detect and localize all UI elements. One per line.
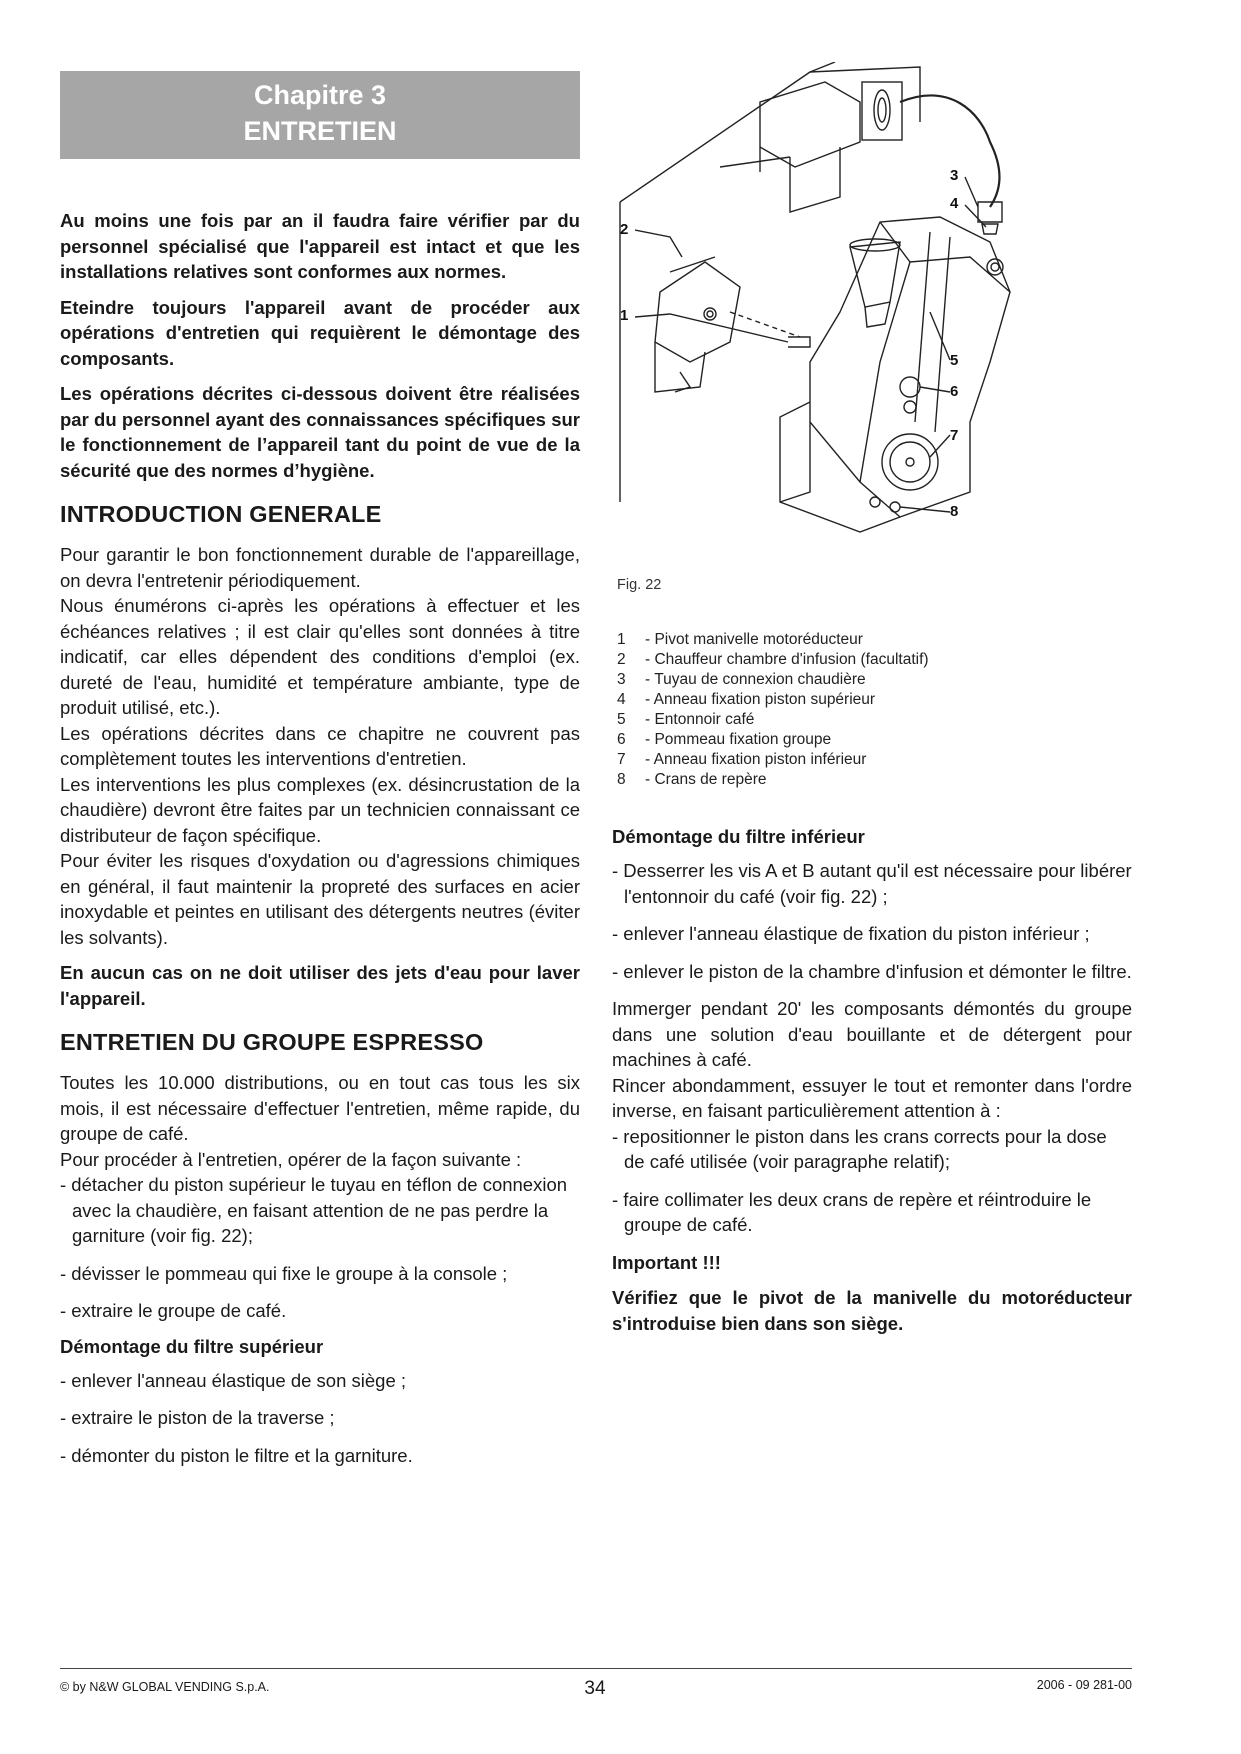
figure-legend — [617, 630, 1137, 790]
callout-6: 6 — [950, 383, 959, 400]
callout-1: 1 — [620, 307, 629, 324]
legend-text: - Anneau fixation piston supérieur — [645, 691, 876, 708]
legend-text: - Pommeau fixation groupe — [645, 731, 832, 748]
list-item: - repositionner le piston dans les crans corrects pour la dose de café utilisée (voir paragraphe relatif); — [612, 1125, 1107, 1172]
list-item: - démonter du piston le filtre et la garniture. — [60, 1444, 413, 1466]
list-item: - extraire le groupe de café. — [60, 1300, 287, 1321]
legend-item — [617, 650, 1137, 670]
legend-text: - Tuyau de connexion chaudière — [645, 671, 866, 688]
legend-number: 5 — [617, 711, 626, 728]
right-column — [612, 820, 1132, 1346]
legend-item — [617, 750, 1137, 770]
chapter-number: Chapitre 3 — [253, 80, 387, 110]
footer-divider — [60, 1668, 1132, 1669]
footer-copyright: © by N&W GLOBAL VENDING S.p.A. — [60, 1680, 270, 1694]
section1-warning: En aucun cas on ne doit utiliser des jets d'eau pour laver l'appareil. — [60, 962, 580, 1009]
callout-8: 8 — [950, 503, 959, 520]
callout-4: 4 — [950, 195, 959, 212]
intro-paragraph-2: Eteindre toujours l'appareil avant de procéder aux opérations d'entretien qui requièrent le démontage des composants. — [60, 296, 580, 369]
callout-3: 3 — [950, 167, 959, 184]
espresso-group-illustration — [610, 62, 1150, 582]
right-paragraph: Immerger pendant 20' les composants démontés du groupe dans une solution d'eau bouillante et de détergent pour machines à café. — [612, 998, 1132, 1070]
legend-item — [617, 730, 1137, 750]
important-label: Important !!! — [612, 1251, 721, 1273]
section-title-espresso: ENTRETIEN DU GROUPE ESPRESSO — [60, 1029, 484, 1055]
section1-paragraph: Les interventions les plus complexes (ex. désincrustation de la chaudière) devront être faites par un technicien connaissant ce distributeur de façon spécifique. — [60, 773, 580, 846]
legend-text: - Chauffeur chambre d'infusion (facultatif) — [645, 651, 929, 668]
intro-paragraph-3: Les opérations décrites ci-dessous doivent être réalisées par du personnel ayant des connaissances spécifiques sur le fonctionnement de l’appareil tant du point de vue de la sécurité que des normes d’hygiène. — [60, 383, 580, 481]
callout-5: 5 — [950, 352, 959, 369]
legend-text: - Crans de repère — [645, 771, 767, 788]
list-item: - extraire le piston de la traverse ; — [60, 1407, 335, 1428]
subsection-title-upper-filter: Démontage du filtre supérieur — [60, 1335, 324, 1357]
list-item: - enlever l'anneau élastique de son siège ; — [60, 1369, 407, 1391]
figure-caption: Fig. 22 — [617, 577, 662, 593]
list-item: - enlever l'anneau élastique de fixation du piston inférieur ; — [612, 923, 1090, 944]
page-number: 34 — [584, 1678, 606, 1699]
list-item: - faire collimater les deux crans de repère et réintroduire le groupe de café. — [612, 1188, 1092, 1235]
legend-number: 6 — [617, 731, 626, 748]
legend-number: 1 — [617, 631, 626, 648]
legend-number: 2 — [617, 651, 626, 668]
subsection-title-lower-filter: Démontage du filtre inférieur — [612, 826, 865, 847]
legend-number: 7 — [617, 751, 626, 768]
callout-2: 2 — [620, 221, 629, 238]
footer-document-code: 2006 - 09 281-00 — [1036, 1678, 1132, 1692]
section1-paragraph: Les opérations décrites dans ce chapitre ne couvrent pas complètement toutes les interventions d'entretien. — [60, 722, 580, 769]
legend-text: - Anneau fixation piston inférieur — [645, 751, 867, 768]
legend-item — [617, 710, 1137, 730]
section1-paragraph: Nous énumérons ci-après les opérations à effectuer et les échéances relatives ; il est clair qu'elles sont données à titre indicatif, car elles dépendent des conditions d'emploi (ex. dureté de l'eau, humidité et température ambiante, type de produit utilisé, etc.). — [60, 595, 580, 718]
list-item: - enlever le piston de la chambre d'infusion et démonter le filtre. — [612, 960, 1132, 982]
intro-paragraph-1: Au moins une fois par an il faudra faire vérifier par du personnel spécialisé que l'appareil est intact et que les installations relatives sont conformes aux normes. — [60, 210, 580, 282]
section2-paragraph: Pour procéder à l'entretien, opérer de la façon suivante : — [60, 1148, 522, 1170]
list-item: - Desserrer les vis A et B autant qu'il est nécessaire pour libérer l'entonnoir du café (voir fig. 22) ; — [612, 860, 1132, 907]
legend-text: - Entonnoir café — [645, 711, 755, 728]
list-item: - détacher du piston supérieur le tuyau en téflon de connexion avec la chaudière, en faisant attention de ne pas perdre la garniture (voir fig. 22); — [60, 1174, 568, 1246]
legend-number: 8 — [617, 771, 626, 788]
callout-7: 7 — [950, 427, 959, 444]
section-title-introduction: INTRODUCTION GENERALE — [60, 501, 382, 527]
chapter-title: ENTRETIEN — [243, 116, 397, 146]
list-item: - dévisser le pommeau qui fixe le groupe à la console ; — [60, 1262, 508, 1284]
legend-item — [617, 690, 1137, 710]
legend-item — [617, 670, 1137, 690]
right-paragraph: Rincer abondamment, essuyer le tout et remonter dans l'ordre inverse, en faisant particulièrement attention à : — [612, 1074, 1132, 1121]
figure-22 — [610, 62, 1150, 582]
legend-text: - Pivot manivelle motoréducteur — [645, 631, 863, 648]
section1-paragraph: Pour éviter les risques d'oxydation ou d'agressions chimiques en général, il faut maintenir la propreté des surfaces en acier inoxydable et peintes en utilisant des détergents neutres (éviter les solvants). — [60, 850, 580, 948]
legend-number: 3 — [617, 671, 626, 688]
legend-number: 4 — [617, 691, 626, 708]
final-warning: Vérifiez que le pivot de la manivelle du motoréducteur s'introduise bien dans son siège. — [612, 1287, 1132, 1334]
left-column — [60, 208, 580, 1480]
legend-item — [617, 770, 1137, 790]
section2-paragraph: Toutes les 10.000 distributions, ou en tout cas tous les six mois, il est nécessaire d'effectuer l'entretien, même rapide, du groupe de café. — [60, 1072, 580, 1144]
chapter-header — [60, 71, 580, 159]
legend-item — [617, 630, 1137, 650]
section1-paragraph: Pour garantir le bon fonctionnement durable de l'appareillage, on devra l'entretenir périodiquement. — [60, 544, 580, 591]
